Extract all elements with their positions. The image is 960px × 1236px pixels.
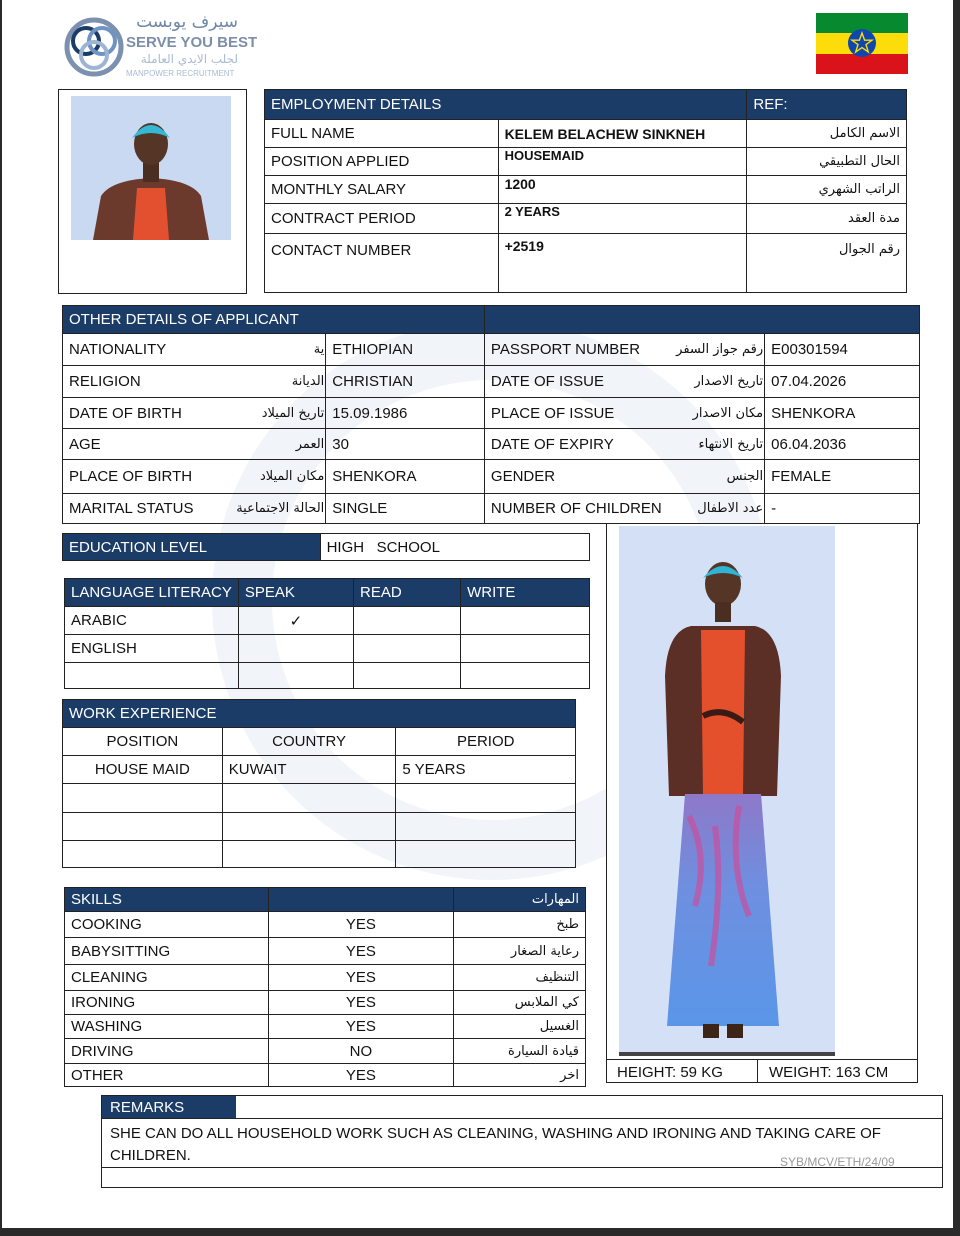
skill-value: YES [268, 965, 453, 991]
skill-row [65, 938, 586, 965]
employment-arabic-label: الحال التطبيقي [747, 148, 907, 176]
detail-label: PASSPORT NUMBER [484, 334, 667, 366]
read-value [354, 607, 461, 635]
remarks-text: SHE CAN DO ALL HOUSEHOLD WORK SUCH AS CLEANING, WASHING AND IRONING AND TAKING CARE OF CHILDREN. [110, 1125, 881, 1164]
logo-emblem-icon [62, 14, 126, 80]
write-header: WRITE [461, 579, 590, 607]
language-row [65, 635, 590, 663]
read-value [354, 635, 461, 663]
applicant-portrait-photo [71, 96, 231, 240]
detail-value: 30 [326, 429, 485, 460]
logo-arabic-name: سيرف يوبست [136, 12, 238, 32]
detail-value: - [765, 494, 920, 524]
remarks-header: REMARKS [102, 1096, 236, 1118]
language-row [65, 663, 590, 689]
detail-label: PLACE OF ISSUE [484, 398, 667, 429]
other-details-row [63, 494, 920, 524]
skill-arabic-name: التنظيف [454, 965, 586, 991]
cv-page [2, 0, 953, 1228]
country-column-header: COUNTRY [222, 728, 396, 756]
reference-code: SYB/MCV/ETH/24/09 [780, 1155, 895, 1169]
detail-arabic-label: تاريخ الميلاد [223, 398, 326, 429]
education-label: EDUCATION LEVEL [63, 534, 321, 561]
work-period [396, 784, 576, 813]
skill-row [65, 1064, 586, 1087]
speak-value [238, 663, 353, 689]
employment-label: CONTACT NUMBER [265, 234, 499, 293]
photo-divider [607, 1059, 917, 1060]
detail-value: 15.09.1986 [326, 398, 485, 429]
ethiopia-flag-icon [816, 13, 908, 74]
work-position [63, 784, 223, 813]
measurement-divider [757, 1059, 758, 1083]
employment-arabic-label: مدة العقد [747, 204, 907, 234]
employment-details-table [264, 89, 907, 293]
skill-arabic-name: طبخ [454, 912, 586, 938]
work-country [222, 841, 396, 868]
skill-row [65, 1015, 586, 1039]
employment-label: FULL NAME [265, 120, 499, 148]
write-value [461, 663, 590, 689]
detail-value: SINGLE [326, 494, 485, 524]
skill-arabic-name: قيادة السيارة [454, 1039, 586, 1064]
employment-row [265, 148, 907, 176]
logo-english-name: SERVE YOU BEST [126, 34, 258, 51]
work-row [63, 813, 576, 841]
speak-header: SPEAK [238, 579, 353, 607]
speak-check-icon: ✓ [238, 607, 353, 635]
work-country [222, 784, 396, 813]
detail-label: DATE OF BIRTH [63, 398, 224, 429]
employment-arabic-label: الراتب الشهري [747, 176, 907, 204]
remarks-divider [102, 1118, 942, 1119]
detail-label: GENDER [484, 460, 667, 494]
skill-value: NO [268, 1039, 453, 1064]
detail-arabic-label: مكان الميلاد [223, 460, 326, 494]
skill-name: DRIVING [65, 1039, 269, 1064]
employment-value: 1200 [498, 176, 747, 204]
period-column-header: PERIOD [396, 728, 576, 756]
language-row [65, 607, 590, 635]
employment-label: POSITION APPLIED [265, 148, 499, 176]
detail-arabic-label: الحالة الاجتماعية [223, 494, 326, 524]
skill-name: OTHER [65, 1064, 269, 1087]
language-header: LANGUAGE LITERACY [65, 579, 239, 607]
other-details-row [63, 429, 920, 460]
work-period [396, 841, 576, 868]
detail-label: MARITAL STATUS [63, 494, 224, 524]
skill-row [65, 965, 586, 991]
detail-arabic-label: العمر [223, 429, 326, 460]
employment-label: CONTRACT PERIOD [265, 204, 499, 234]
applicant-photo-frame [58, 89, 247, 294]
skill-arabic-name: اخر [454, 1064, 586, 1087]
employment-label: MONTHLY SALARY [265, 176, 499, 204]
work-position: HOUSE MAID [63, 756, 223, 784]
skills-header: SKILLS [65, 888, 269, 912]
skill-value: YES [268, 1015, 453, 1039]
employment-value: +2519 [498, 234, 747, 293]
detail-value: 07.04.2026 [765, 366, 920, 398]
detail-label: AGE [63, 429, 224, 460]
detail-value: 06.04.2036 [765, 429, 920, 460]
speak-value [238, 635, 353, 663]
work-row [63, 756, 576, 784]
work-position [63, 841, 223, 868]
weight-value: WEIGHT: 163 CM [769, 1064, 889, 1081]
employment-row [265, 120, 907, 148]
education-table [62, 533, 590, 561]
flag-emblem-icon [847, 28, 877, 58]
language-name: ARABIC [65, 607, 239, 635]
position-column-header: POSITION [63, 728, 223, 756]
other-details-header-right [484, 306, 919, 334]
detail-label: DATE OF EXPIRY [484, 429, 667, 460]
skill-row [65, 991, 586, 1015]
skill-value: YES [268, 1064, 453, 1087]
skill-arabic-name: الغسيل [454, 1015, 586, 1039]
detail-arabic-label: تاريخ الانتهاء [668, 429, 765, 460]
skill-name: COOKING [65, 912, 269, 938]
detail-arabic-label: مكان الاصدار [668, 398, 765, 429]
other-details-header: OTHER DETAILS OF APPLICANT [63, 306, 485, 334]
employment-row [265, 234, 907, 293]
write-value [461, 635, 590, 663]
skills-header-arabic: المهارات [454, 888, 586, 912]
work-row [63, 784, 576, 813]
employment-value: KELEM BELACHEW SINKNEH [498, 120, 747, 148]
detail-label: NATIONALITY [63, 334, 224, 366]
applicant-full-body-photo [619, 526, 835, 1056]
detail-arabic-label: ية [223, 334, 326, 366]
skill-name: WASHING [65, 1015, 269, 1039]
skill-arabic-name: رعاية الصغار [454, 938, 586, 965]
skill-name: CLEANING [65, 965, 269, 991]
work-row [63, 841, 576, 868]
skill-name: IRONING [65, 991, 269, 1015]
other-details-row [63, 398, 920, 429]
skill-value: YES [268, 912, 453, 938]
detail-label: NUMBER OF CHILDREN [484, 494, 667, 524]
skill-value: YES [268, 991, 453, 1015]
skills-header-mid [268, 888, 453, 912]
employment-row [265, 176, 907, 204]
work-experience-table [62, 699, 576, 868]
ref-label: REF: [747, 90, 907, 120]
education-value: HIGH SCHOOL [320, 534, 589, 561]
detail-label: PLACE OF BIRTH [63, 460, 224, 494]
language-name: ENGLISH [65, 635, 239, 663]
skill-name: BABYSITTING [65, 938, 269, 965]
company-logo [62, 12, 262, 82]
work-country [222, 813, 396, 841]
skill-value: YES [268, 938, 453, 965]
remarks-box [101, 1095, 943, 1188]
work-period [396, 813, 576, 841]
work-position [63, 813, 223, 841]
other-details-row [63, 460, 920, 494]
employment-value: 2 YEARS [498, 204, 747, 234]
detail-value: CHRISTIAN [326, 366, 485, 398]
logo-tagline: MANPOWER RECRUITMENT [126, 69, 235, 78]
logo-arabic-sub: لجلب الايدي العاملة [140, 52, 238, 66]
height-value: HEIGHT: 59 KG [617, 1064, 723, 1081]
full-body-photo-frame [606, 523, 918, 1083]
detail-value: SHENKORA [326, 460, 485, 494]
detail-arabic-label: عدد الاطفال [668, 494, 765, 524]
detail-value: ETHIOPIAN [326, 334, 485, 366]
work-experience-header: WORK EXPERIENCE [63, 700, 576, 728]
detail-value: SHENKORA [765, 398, 920, 429]
detail-arabic-label: تاريخ الاصدار [668, 366, 765, 398]
employment-header: EMPLOYMENT DETAILS [265, 90, 747, 120]
skill-arabic-name: كي الملابس [454, 991, 586, 1015]
work-period: 5 YEARS [396, 756, 576, 784]
skill-row [65, 912, 586, 938]
language-table [64, 578, 590, 689]
detail-value: E00301594 [765, 334, 920, 366]
write-value [461, 607, 590, 635]
employment-row [265, 204, 907, 234]
skills-table [64, 887, 586, 1087]
detail-value: FEMALE [765, 460, 920, 494]
read-value [354, 663, 461, 689]
employment-value: HOUSEMAID [498, 148, 747, 176]
employment-arabic-label: رقم الجوال [747, 234, 907, 293]
language-name [65, 663, 239, 689]
employment-arabic-label: الاسم الكامل [747, 120, 907, 148]
other-details-row [63, 366, 920, 398]
detail-label: RELIGION [63, 366, 224, 398]
work-country: KUWAIT [222, 756, 396, 784]
read-header: READ [354, 579, 461, 607]
detail-arabic-label: الجنس [668, 460, 765, 494]
other-details-row [63, 334, 920, 366]
skill-row [65, 1039, 586, 1064]
detail-arabic-label: الديانة [223, 366, 326, 398]
detail-arabic-label: رقم جواز السفر [668, 334, 765, 366]
detail-label: DATE OF ISSUE [484, 366, 667, 398]
other-details-table [62, 305, 920, 524]
